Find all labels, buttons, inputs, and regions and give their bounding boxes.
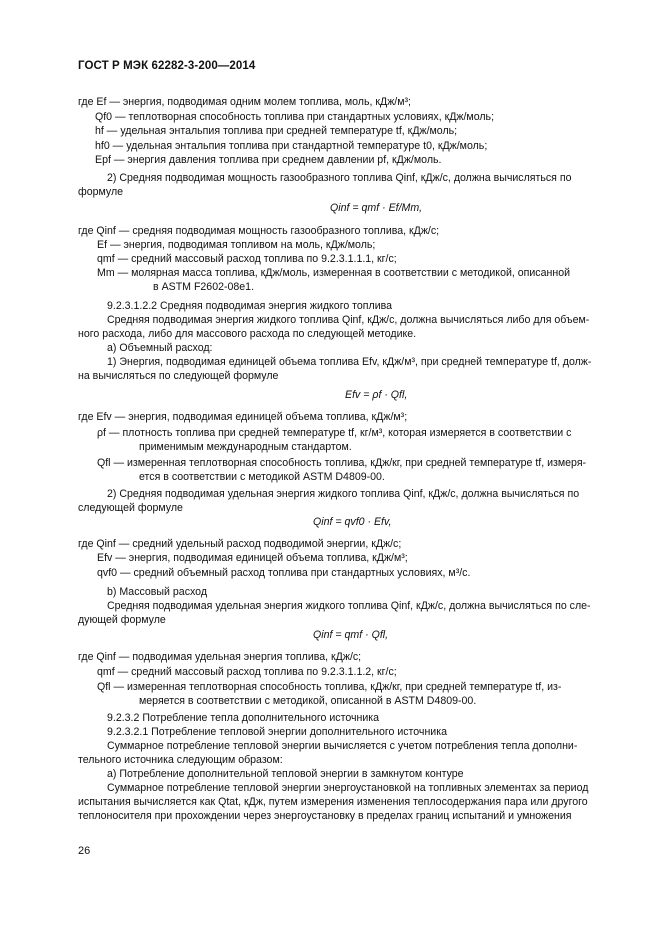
text-line: ного расхода, либо для массового расхода по следующей методике.: [78, 328, 417, 340]
text-line: теплоносителя при прохождении через энергоустановку в пределах границ испытаний и умножения: [78, 810, 572, 822]
text-line: где Qinf — подводимая удельная энергия топлива, кДж/с;: [78, 651, 362, 663]
text-line: qvf0 — средний объемный расход топлива при стандартных условиях, м³/с.: [97, 567, 471, 579]
text-line: Ef — энергия, подводимая топливом на моль, кДж/моль;: [97, 239, 376, 251]
text-line: Mm — молярная масса топлива, кДж/моль, измеренная в соответствии с методикой, описанной: [97, 267, 571, 279]
text-line: Средняя подводимая удельная энергия жидкого топлива Qinf, кДж/с, должна вычисляться по сле-: [107, 600, 591, 612]
text-line: где Qinf — средняя подводимая мощность газообразного топлива, кДж/с;: [78, 225, 440, 237]
formula: Qinf = qmf · Ef/Mm,: [330, 202, 423, 214]
text-line: Epf — энергия давления топлива при среднем давлении pf, кДж/моль.: [95, 154, 442, 166]
text-line: следующей формуле: [78, 502, 183, 514]
text-line: Qfl — измеренная теплотворная способность топлива, кДж/кг, при средней температуре tf, из-: [97, 681, 562, 693]
text-line: 9.2.3.1.2.2 Средняя подводимая энергия жидкого топлива: [107, 300, 393, 312]
text-line: на вычисляться по следующей формуле: [78, 370, 279, 382]
formula: Qinf = qmf · Qfl,: [313, 629, 389, 641]
text-line: ρf — плотность топлива при средней температуре tf, кг/м³, которая измеряется в соответствии с: [97, 427, 572, 439]
text-line: тельного источника следующим образом:: [78, 754, 283, 766]
text-line: 9.2.3.2 Потребление тепла дополнительного источника: [107, 712, 380, 724]
text-line: Efv — энергия, подводимая единицей объема топлива, кДж/м³;: [97, 552, 408, 564]
text-line: в ASTM F2602-08e1.: [153, 281, 255, 293]
formula: Qinf = qvf0 · Efv,: [313, 516, 392, 528]
text-line: где Qinf — средний удельный расход подводимой энергии, кДж/с;: [78, 538, 402, 550]
text-line: формуле: [78, 186, 124, 198]
text-line: а) Объемный расход:: [107, 342, 213, 354]
text-line: qmf — средний массовый расход топлива по 9.2.3.1.1.2, кг/с;: [97, 666, 397, 678]
document-header: ГОСТ Р МЭК 62282-3-200—2014: [78, 60, 256, 72]
text-line: 9.2.3.2.1 Потребление тепловой энергии дополнительного источника: [107, 726, 447, 738]
page-number: 26: [78, 845, 91, 857]
text-line: Суммарное потребление тепловой энергии энергоустановкой на топливных элементах за период: [107, 782, 589, 794]
text-line: Средняя подводимая энергия жидкого топлива Qinf, кДж/с, должна вычисляться либо для объем-: [107, 314, 590, 326]
text-line: ется в соответствии с методикой ASTM D4809-00.: [139, 471, 385, 483]
text-line: испытания вычисляется как Qtat, кДж, путем измерения изменения теплосодержания пара или другого: [78, 796, 588, 808]
text-line: где Ef — энергия, подводимая одним молем топлива, моль, кДж/м³;: [78, 96, 411, 108]
text-line: дующей формуле: [78, 614, 166, 626]
text-line: hf — удельная энтальпия топлива при средней температуре tf, кДж/моль;: [95, 125, 458, 137]
text-line: Суммарное потребление тепловой энергии вычисляется с учетом потребления тепла дополни-: [107, 740, 578, 752]
text-line: 1) Энергия, подводимая единицей объема топлива Efv, кДж/м³, при средней температуре tf, долж-: [107, 356, 592, 368]
text-line: применимым международным стандартом.: [139, 441, 352, 453]
text-line: меряется в соответствии с методикой, описанной в ASTM D4809-00.: [139, 695, 477, 707]
text-line: где Efv — энергия, подводимая единицей объема топлива, кДж/м³;: [78, 411, 408, 423]
text-line: 2) Средняя подводимая удельная энергия жидкого топлива Qinf, кДж/с, должна вычисляться по: [107, 488, 580, 500]
text-line: а) Потребление дополнительной тепловой энергии в замкнутом контуре: [107, 768, 464, 780]
text-line: b) Массовый расход: [107, 586, 208, 598]
text-line: hf0 — удельная энтальпия топлива при стандартной температуре t0, кДж/моль;: [95, 140, 488, 152]
text-line: Qf0 — теплотворная способность топлива при стандартных условиях, кДж/моль;: [95, 111, 495, 123]
text-line: Qfl — измеренная теплотворная способность топлива, кДж/кг, при средней температуре tf, измеря-: [97, 457, 587, 469]
text-line: 2) Средняя подводимая мощность газообразного топлива Qinf, кДж/с, должна вычисляться по: [107, 172, 572, 184]
text-line: qmf — средний массовый расход топлива по 9.2.3.1.1.1, кг/с;: [97, 253, 397, 265]
formula: Efv = ρf · Qfl,: [345, 389, 408, 401]
